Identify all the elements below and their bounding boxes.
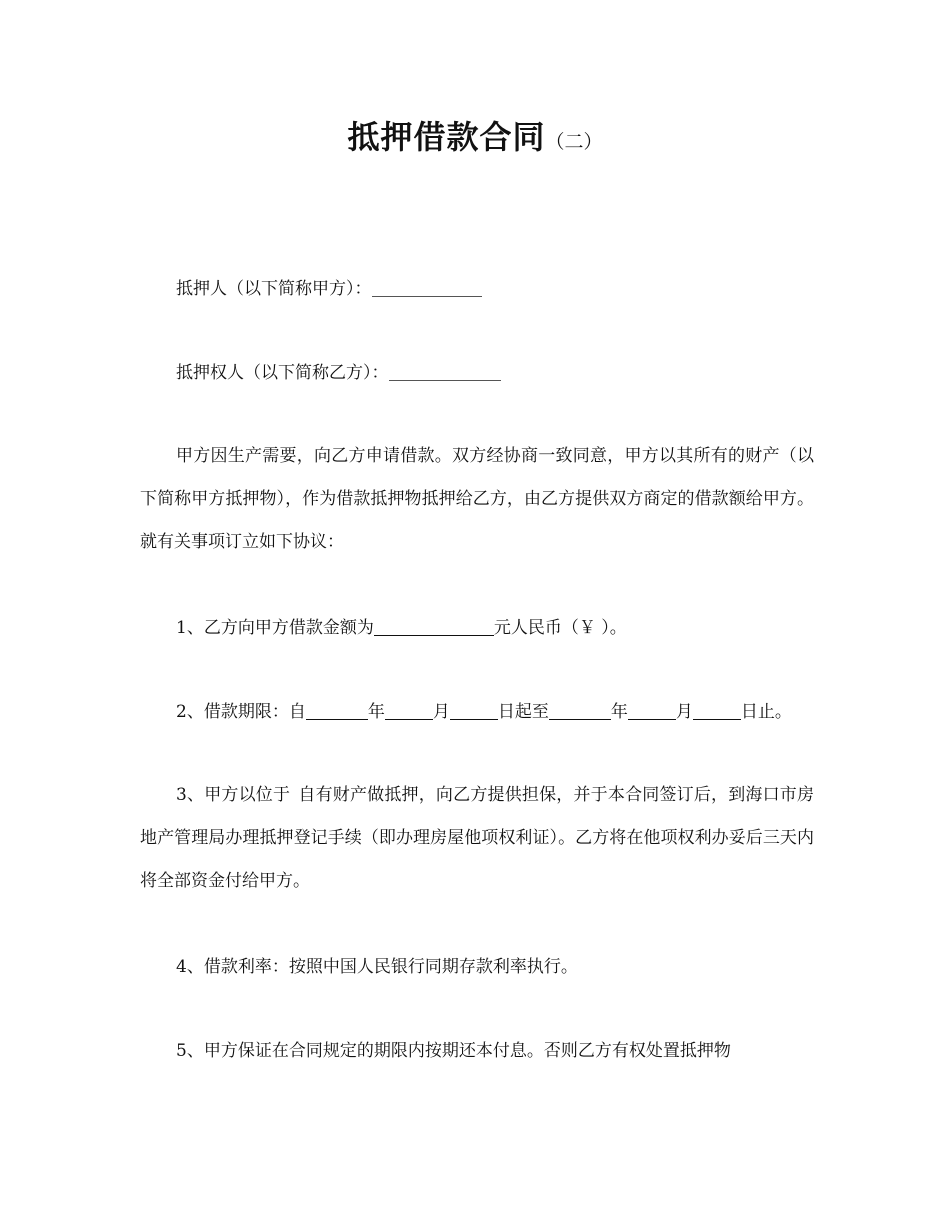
start-month-blank	[385, 701, 433, 720]
clause-1	[140, 607, 814, 650]
title-suffix: （二）	[545, 131, 603, 153]
start-day-label: 日起至	[497, 702, 549, 722]
mortgagor-line	[140, 268, 814, 311]
contract-title	[0, 112, 950, 158]
start-year-blank	[306, 701, 368, 720]
end-year-label: 年	[610, 702, 628, 722]
mortgagor-blank	[372, 278, 482, 297]
clause-5: 5、甲方保证在合同规定的期限内按期还本付息。否则乙方有权处置抵押物	[176, 1041, 731, 1061]
mortgagor-label: 抵押人（以下简称甲方）：	[176, 279, 372, 299]
mortgagee-label: 抵押权人（以下简称乙方）：	[176, 363, 389, 383]
clause-4: 4、借款利率：按照中国人民银行同期存款利率执行。	[176, 957, 578, 977]
clause-1-prefix: 1、乙方向甲方借款金额为	[176, 618, 374, 638]
clause-3-prefix: 3、甲方以位于	[176, 785, 291, 805]
clause-1-suffix: 元人民币（￥ ）。	[493, 618, 627, 638]
end-year-blank	[549, 701, 611, 720]
clause-3-text: 自有财产做抵押，向乙方提供担保，并于本合同签订后，到海口市房地产管理局办理抵押登记手续（即办理房屋他项权利证）。乙方将在他项权利办妥后三天内将全部资金付给甲方。	[140, 785, 815, 891]
title-main: 抵押借款合同	[347, 118, 546, 156]
start-month-label: 月	[432, 702, 450, 722]
end-day-blank	[693, 701, 741, 720]
mortgagee-line	[140, 352, 814, 395]
end-day-label: 日止。	[740, 702, 792, 722]
clause-3	[140, 774, 814, 903]
intro-paragraph: 甲方因生产需要，向乙方申请借款。双方经协商一致同意，甲方以其所有的财产（以下简称甲方抵押物），作为借款抵押物抵押给乙方，由乙方提供双方商定的借款额给甲方。就有关事项订立如下协议：	[140, 446, 814, 552]
clause-2	[140, 691, 814, 734]
loan-amount-blank	[374, 617, 494, 636]
clause-2-prefix: 2、借款期限：自	[176, 702, 306, 722]
start-day-blank	[450, 701, 498, 720]
end-month-blank	[628, 701, 676, 720]
mortgagee-blank	[389, 362, 501, 381]
start-year-label: 年	[367, 702, 385, 722]
end-month-label: 月	[675, 702, 693, 722]
